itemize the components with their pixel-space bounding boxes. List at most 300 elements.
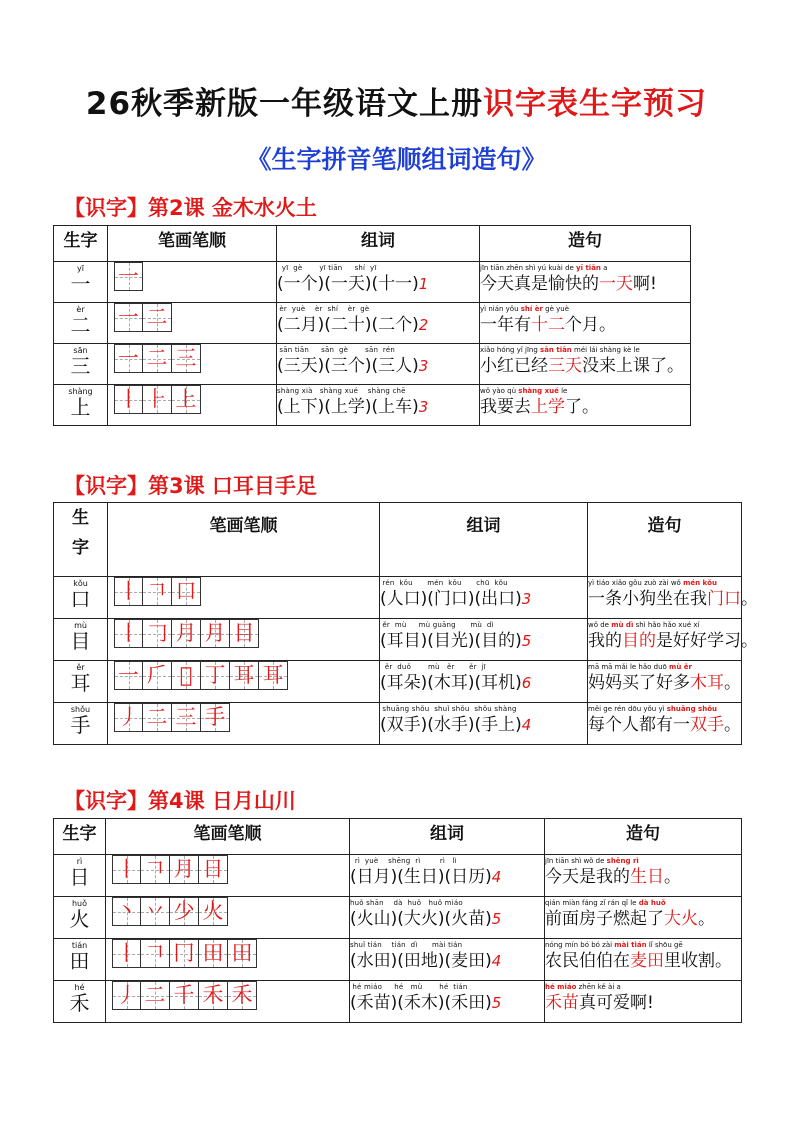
- char-pinyin: hé: [74, 983, 85, 992]
- char-glyph: 三: [70, 354, 91, 378]
- table-row: [54, 303, 691, 344]
- sentence-pinyin: [588, 705, 741, 715]
- sentence-pinyin-pre: jīn tiān zhēn shì yú kuài de: [480, 264, 577, 272]
- words-pinyin: sān tiān sān gè sān rén: [277, 346, 396, 354]
- sentence-post: 。: [724, 715, 741, 735]
- table-row: [54, 703, 742, 745]
- header-char-bottom: 字: [72, 538, 89, 558]
- stroke-box: [170, 897, 199, 926]
- stroke-count: 1: [418, 275, 429, 293]
- stroke-step: 𠃍: [144, 857, 166, 881]
- stroke-step: 丿: [116, 983, 137, 1007]
- stroke-box: [112, 939, 141, 968]
- sentence-post: 没来上课了。: [582, 356, 684, 376]
- stroke-box: [228, 939, 257, 968]
- stroke-box: [201, 661, 230, 690]
- words-pinyin: huǒ shān dà huǒ huǒ miáo: [350, 899, 463, 907]
- stroke-step: 丷: [144, 899, 166, 923]
- char-glyph: 禾: [69, 991, 90, 1015]
- strokes-cell: [106, 939, 350, 981]
- sentence-cell: [545, 855, 742, 897]
- sentence-pre: 前面房子燃起了: [545, 909, 664, 929]
- stroke-box: [172, 577, 201, 606]
- words-cell: [277, 344, 480, 385]
- char-cell: [54, 703, 108, 745]
- stroke-step: 一: [118, 346, 139, 370]
- words-text: [380, 589, 587, 609]
- stroke-step: 冂: [173, 941, 195, 965]
- sentence-text: [545, 951, 741, 971]
- sentence-text: [545, 909, 741, 929]
- stroke-grid: [108, 385, 276, 414]
- char-glyph: 日: [69, 865, 90, 889]
- table-row: [54, 385, 691, 426]
- sentence-pinyin: [545, 857, 741, 867]
- stroke-step: 火: [202, 899, 224, 923]
- sentence-pinyin-post: le: [558, 387, 568, 395]
- stroke-grid: [106, 855, 349, 884]
- sentence-cell: [545, 897, 742, 939]
- stroke-box: [112, 897, 141, 926]
- stroke-grid: [108, 619, 379, 648]
- char-glyph: 田: [69, 949, 90, 973]
- char-glyph: 二: [70, 313, 91, 337]
- sentence-key-word: 三天: [548, 356, 582, 376]
- stroke-box: [114, 577, 143, 606]
- sentence-pinyin-key: yī tiān: [576, 264, 601, 272]
- stroke-box: [143, 385, 172, 414]
- char-glyph: 一: [70, 272, 91, 296]
- table-row: [54, 661, 742, 703]
- sentence-pinyin-pre: měi ge rén dōu yǒu yì: [588, 705, 667, 713]
- sentence-pinyin: [545, 941, 741, 951]
- stroke-step: 禾: [202, 983, 224, 1007]
- stroke-box: [143, 344, 172, 373]
- sentence-pre: 小红已经: [480, 356, 548, 376]
- table-row: [54, 619, 742, 661]
- char-pinyin: tián: [71, 941, 88, 950]
- char-pinyin: rì: [76, 857, 83, 866]
- stroke-box: [259, 661, 288, 690]
- char-glyph: 口: [70, 587, 91, 611]
- table-row: [54, 897, 742, 939]
- sentence-key-word: 十二: [531, 315, 565, 335]
- header-words: 组词: [380, 503, 588, 577]
- sentence-pinyin-post: shì hǎo hǎo xué xí: [633, 621, 700, 629]
- words-text: [277, 274, 479, 294]
- char-glyph: 上: [70, 395, 91, 419]
- sentence-text: [480, 315, 690, 335]
- sentence-pinyin-pre: yì nián yǒu: [480, 305, 521, 313]
- stroke-count: 5: [521, 632, 532, 650]
- sentence-pinyin-key: shí èr: [520, 305, 543, 313]
- stroke-grid: [108, 344, 276, 373]
- sentence-cell: [480, 385, 691, 426]
- sentence-pinyin-key: dà huǒ: [638, 899, 666, 907]
- stroke-step: 𠃍: [146, 579, 168, 603]
- stroke-step: 月: [204, 621, 226, 645]
- stroke-step: 丨: [116, 941, 137, 965]
- sentence-pinyin-post: gè yuè: [542, 305, 570, 313]
- char-cell: [54, 577, 108, 619]
- sentence-pinyin-key: sān tiān: [540, 346, 572, 354]
- sentence-text: [545, 867, 741, 887]
- words-pinyin: ěr duǒ mù ěr ěr jī: [380, 663, 486, 671]
- words-pinyin: yī gè yī tiān shí yī: [277, 264, 377, 272]
- words-pinyin: shàng xià shàng xué shàng chē: [277, 387, 406, 395]
- stroke-grid: [106, 897, 349, 926]
- lesson-table: [53, 225, 691, 426]
- stroke-box: [141, 897, 170, 926]
- stroke-box: [114, 303, 143, 332]
- header-words: 组词: [350, 819, 545, 855]
- sentence-pinyin-post: zhēn kě ài a: [576, 983, 621, 991]
- stroke-count: 4: [521, 716, 532, 734]
- sentence-pinyin-post: méi lái shàng kè le: [571, 346, 640, 354]
- sentence-pinyin: [588, 579, 741, 589]
- sentence-post: 。: [741, 589, 758, 609]
- header-char-top: 生: [72, 508, 89, 528]
- header-char: [54, 503, 108, 577]
- char-cell: [54, 385, 108, 426]
- sentence-text: [588, 589, 758, 609]
- stroke-step: 三: [175, 346, 197, 370]
- stroke-step: 𠂆: [146, 663, 168, 687]
- sentence-post: 是好好学习。: [656, 631, 758, 651]
- lesson-table: [53, 502, 758, 745]
- words-pinyin: rén kǒu mén kǒu chū kǒu: [380, 579, 508, 587]
- stroke-step: 二: [146, 346, 168, 370]
- stroke-step: 少: [173, 899, 195, 923]
- char-cell: [54, 661, 108, 703]
- sentence-pinyin-pre: qián miàn fáng zǐ rán qǐ le: [545, 899, 639, 907]
- sentence-post: 里收割。: [664, 951, 732, 971]
- stroke-step: 𠃍: [144, 941, 166, 965]
- strokes-cell: [108, 619, 380, 661]
- words-cell: [350, 897, 545, 939]
- stroke-step: 耳: [262, 663, 284, 687]
- stroke-box: [199, 897, 228, 926]
- sentence-pre: 妈妈买了好多: [588, 673, 690, 693]
- sentence-cell: [588, 577, 758, 619]
- char-pinyin: mù: [74, 621, 87, 630]
- char-glyph: 目: [70, 629, 91, 653]
- char-cell: [54, 344, 108, 385]
- char-glyph: 耳: [70, 671, 91, 695]
- stroke-box: [114, 703, 143, 732]
- words-text: [380, 715, 587, 735]
- stroke-step: ⺊: [146, 387, 168, 411]
- sentence-text: [480, 356, 690, 376]
- char-cell: [54, 303, 108, 344]
- stroke-box: [143, 303, 172, 332]
- sentence-key-word: 麦田: [630, 951, 664, 971]
- sentence-pre: 每个人都有一: [588, 715, 690, 735]
- sentence-pinyin: [480, 264, 690, 274]
- title-red: 识字表生字预习: [483, 86, 708, 122]
- words-list: (耳朵)(木耳)(耳机): [380, 673, 522, 693]
- stroke-step: 二: [144, 983, 166, 1007]
- char-pinyin: èr: [76, 305, 85, 314]
- char-glyph: 火: [69, 907, 90, 931]
- table-row: [54, 262, 691, 303]
- char-pinyin: kǒu: [73, 579, 88, 588]
- sentence-pinyin-pre: wǒ yào qù: [480, 387, 519, 395]
- sentence-pre: 我的: [588, 631, 622, 651]
- sentence-pre: 农民伯伯在: [545, 951, 630, 971]
- words-pinyin: shuǐ tián tián dì mài tián: [350, 941, 463, 949]
- stroke-box: [172, 385, 201, 414]
- lesson-table: [53, 818, 742, 1023]
- sentence-pinyin: [545, 899, 741, 909]
- stroke-box: [199, 855, 228, 884]
- sentence-pinyin-key: mén kǒu: [683, 579, 717, 587]
- words-cell: [277, 303, 480, 344]
- stroke-step: 𠃌: [146, 621, 168, 645]
- stroke-step: 丨: [118, 387, 139, 411]
- words-cell: [350, 981, 545, 1023]
- sentence-text: [588, 673, 741, 693]
- words-text: [277, 356, 479, 376]
- words-list: (三天)(三个)(三人): [277, 356, 419, 376]
- stroke-step: 田: [231, 941, 253, 965]
- stroke-box: [172, 619, 201, 648]
- table-row: [54, 577, 742, 619]
- sentence-pinyin: [588, 621, 741, 631]
- header-sentence: 造句: [480, 226, 691, 262]
- header-strokes: 笔画笔顺: [108, 503, 380, 577]
- stroke-box: [114, 262, 143, 291]
- words-list: (人口)(门口)(出口): [380, 589, 522, 609]
- words-list: (日月)(生日)(日历): [350, 867, 492, 887]
- stroke-box: [230, 661, 259, 690]
- stroke-grid: [108, 661, 379, 690]
- char-pinyin: shàng: [68, 387, 93, 396]
- sentence-cell: [480, 303, 691, 344]
- sentence-pinyin: [545, 983, 741, 993]
- sentence-pinyin-key: shuāng shǒu: [666, 705, 717, 713]
- stroke-box: [141, 855, 170, 884]
- sentence-pinyin-pre: jīn tiān shì wǒ de: [545, 857, 607, 865]
- sentence-key-word: 门口: [707, 589, 741, 609]
- stroke-step: 三: [175, 705, 197, 729]
- stroke-grid: [108, 703, 379, 732]
- title-black: 26秋季新版一年级语文上册: [85, 86, 484, 122]
- stroke-box: [228, 981, 257, 1010]
- words-cell: [350, 855, 545, 897]
- sentence-text: [480, 397, 690, 417]
- stroke-box: [112, 855, 141, 884]
- stroke-step: 一: [118, 663, 139, 687]
- char-cell: [54, 855, 106, 897]
- stroke-box: [143, 577, 172, 606]
- words-list: (二月)(二十)(二个): [277, 315, 419, 335]
- strokes-cell: [106, 855, 350, 897]
- stroke-step: 禾: [231, 983, 253, 1007]
- stroke-grid: [106, 939, 349, 968]
- stroke-box: [114, 385, 143, 414]
- stroke-box: [230, 619, 259, 648]
- words-pinyin: ěr mù mù guāng mù dì: [380, 621, 494, 629]
- stroke-step: 目: [233, 621, 255, 645]
- sentence-post: 。: [664, 867, 681, 887]
- stroke-step: 丨: [118, 621, 139, 645]
- stroke-box: [112, 981, 141, 1010]
- header-strokes: 笔画笔顺: [106, 819, 350, 855]
- sentence-post: 。: [698, 909, 715, 929]
- words-cell: [380, 661, 588, 703]
- char-pinyin: shǒu: [70, 705, 91, 714]
- stroke-step: 口: [175, 579, 197, 603]
- header-strokes: 笔画笔顺: [108, 226, 277, 262]
- table-row: [54, 981, 742, 1023]
- sentence-key-word: 生日: [630, 867, 664, 887]
- stroke-box: [141, 939, 170, 968]
- stroke-box: [114, 344, 143, 373]
- sentence-key-word: 目的: [622, 631, 656, 651]
- char-cell: [54, 939, 106, 981]
- sentence-pinyin-key: hé miáo: [545, 983, 577, 991]
- stroke-count: 3: [418, 357, 429, 375]
- words-list: (禾苗)(禾木)(禾田): [350, 993, 492, 1013]
- stroke-box: [143, 661, 172, 690]
- sentence-text: [588, 715, 741, 735]
- strokes-cell: [108, 577, 380, 619]
- strokes-cell: [106, 897, 350, 939]
- stroke-box: [114, 661, 143, 690]
- char-cell: [54, 262, 108, 303]
- words-cell: [380, 703, 588, 745]
- page-title: [0, 78, 793, 123]
- sentence-pinyin: [480, 346, 690, 356]
- sentence-pre: 一条小狗坐在我: [588, 589, 707, 609]
- words-text: [350, 909, 544, 929]
- stroke-box: [114, 619, 143, 648]
- stroke-grid: [108, 262, 276, 291]
- sentence-pinyin-key: mù dì: [611, 621, 634, 629]
- stroke-box: [141, 981, 170, 1010]
- sentence-key-word: 木耳: [690, 673, 724, 693]
- page-subtitle: 《生字拼音笔顺组词造句》: [246, 145, 547, 174]
- words-cell: [277, 385, 480, 426]
- sentence-post: 。: [724, 673, 741, 693]
- stroke-grid: [108, 303, 276, 332]
- strokes-cell: [108, 303, 277, 344]
- sentence-pinyin-key: mù ěr: [669, 663, 692, 671]
- stroke-box: [172, 344, 201, 373]
- stroke-count: 4: [491, 952, 502, 970]
- stroke-box: [199, 939, 228, 968]
- sentence-post: 真可爱啊!: [579, 993, 654, 1013]
- sentence-post: 啊!: [633, 274, 657, 294]
- char-cell: [54, 897, 106, 939]
- table-row: [54, 855, 742, 897]
- words-pinyin: shuāng shǒu shuǐ shǒu shǒu shàng: [380, 705, 517, 713]
- stroke-step: 手: [204, 705, 226, 729]
- words-pinyin: hé miáo hé mù hé tián: [350, 983, 468, 991]
- stroke-box: [172, 703, 201, 732]
- sentence-pinyin-pre: nóng mín bó bó zài: [545, 941, 615, 949]
- sentence-pinyin-pre: xiǎo hóng yǐ jīng: [480, 346, 541, 354]
- char-glyph: 手: [70, 713, 91, 737]
- char-pinyin: yī: [77, 264, 84, 273]
- sentence-cell: [588, 619, 758, 661]
- sentence-text: [545, 993, 741, 1013]
- char-pinyin: huǒ: [71, 899, 88, 908]
- stroke-count: 3: [521, 590, 532, 608]
- sentence-cell: [588, 703, 742, 745]
- stroke-box: [199, 981, 228, 1010]
- stroke-count: 2: [418, 316, 429, 334]
- words-list: (双手)(水手)(手上): [380, 715, 522, 735]
- sentence-cell: [545, 981, 742, 1023]
- strokes-cell: [108, 661, 380, 703]
- sentence-cell: [588, 661, 742, 703]
- words-list: (水田)(田地)(麦田): [350, 951, 492, 971]
- stroke-grid: [106, 981, 349, 1010]
- sentence-pinyin: [588, 663, 741, 673]
- stroke-count: 4: [491, 868, 502, 886]
- header-sentence: 造句: [588, 503, 742, 577]
- stroke-step: 一: [118, 305, 139, 329]
- sentence-key-word: 禾苗: [545, 993, 579, 1013]
- words-list: (耳目)(目光)(目的): [380, 631, 522, 651]
- sentence-pinyin: [480, 305, 690, 315]
- words-pinyin: èr yuè èr shí èr gè: [277, 305, 370, 313]
- stroke-step: 丿: [118, 705, 139, 729]
- char-cell: [54, 619, 108, 661]
- stroke-count: 3: [418, 398, 429, 416]
- char-cell: [54, 981, 106, 1023]
- stroke-step: 田: [202, 941, 224, 965]
- strokes-cell: [108, 344, 277, 385]
- stroke-box: [170, 855, 199, 884]
- sentence-post: 个月。: [565, 315, 616, 335]
- stroke-step: 丨: [118, 579, 139, 603]
- words-text: [277, 315, 479, 335]
- strokes-cell: [108, 703, 380, 745]
- lesson-heading: 【识字】第4课 日月山川: [64, 789, 296, 813]
- stroke-step: 一: [118, 264, 139, 288]
- sentence-key-word: 上学: [531, 397, 565, 417]
- header-char: 生字: [54, 819, 106, 855]
- sentence-pinyin-key: mài tián: [614, 941, 647, 949]
- words-text: [277, 397, 479, 417]
- sentence-text: [588, 631, 758, 651]
- words-cell: [277, 262, 480, 303]
- sentence-cell: [545, 939, 742, 981]
- words-text: [380, 631, 587, 651]
- table-row: [54, 939, 742, 981]
- sentence-key-word: 双手: [690, 715, 724, 735]
- words-text: [350, 867, 544, 887]
- strokes-cell: [108, 262, 277, 303]
- stroke-step: 𬼀: [179, 663, 193, 687]
- stroke-step: 日: [202, 857, 224, 881]
- sentence-pre: 我要去: [480, 397, 531, 417]
- strokes-cell: [108, 385, 277, 426]
- sentence-pre: 今天是我的: [545, 867, 630, 887]
- sentence-pinyin-post: lǐ shōu gē: [646, 941, 683, 949]
- sentence-cell: [480, 344, 691, 385]
- stroke-count: 5: [491, 910, 502, 928]
- stroke-box: [172, 661, 201, 690]
- sentence-pinyin-pre: wǒ de: [588, 621, 612, 629]
- sentence-key-word: 一天: [599, 274, 633, 294]
- char-pinyin: ěr: [76, 663, 85, 672]
- sentence-pinyin-pre: mā mā mǎi le hǎo duō: [588, 663, 670, 671]
- stroke-step: 二: [146, 305, 168, 329]
